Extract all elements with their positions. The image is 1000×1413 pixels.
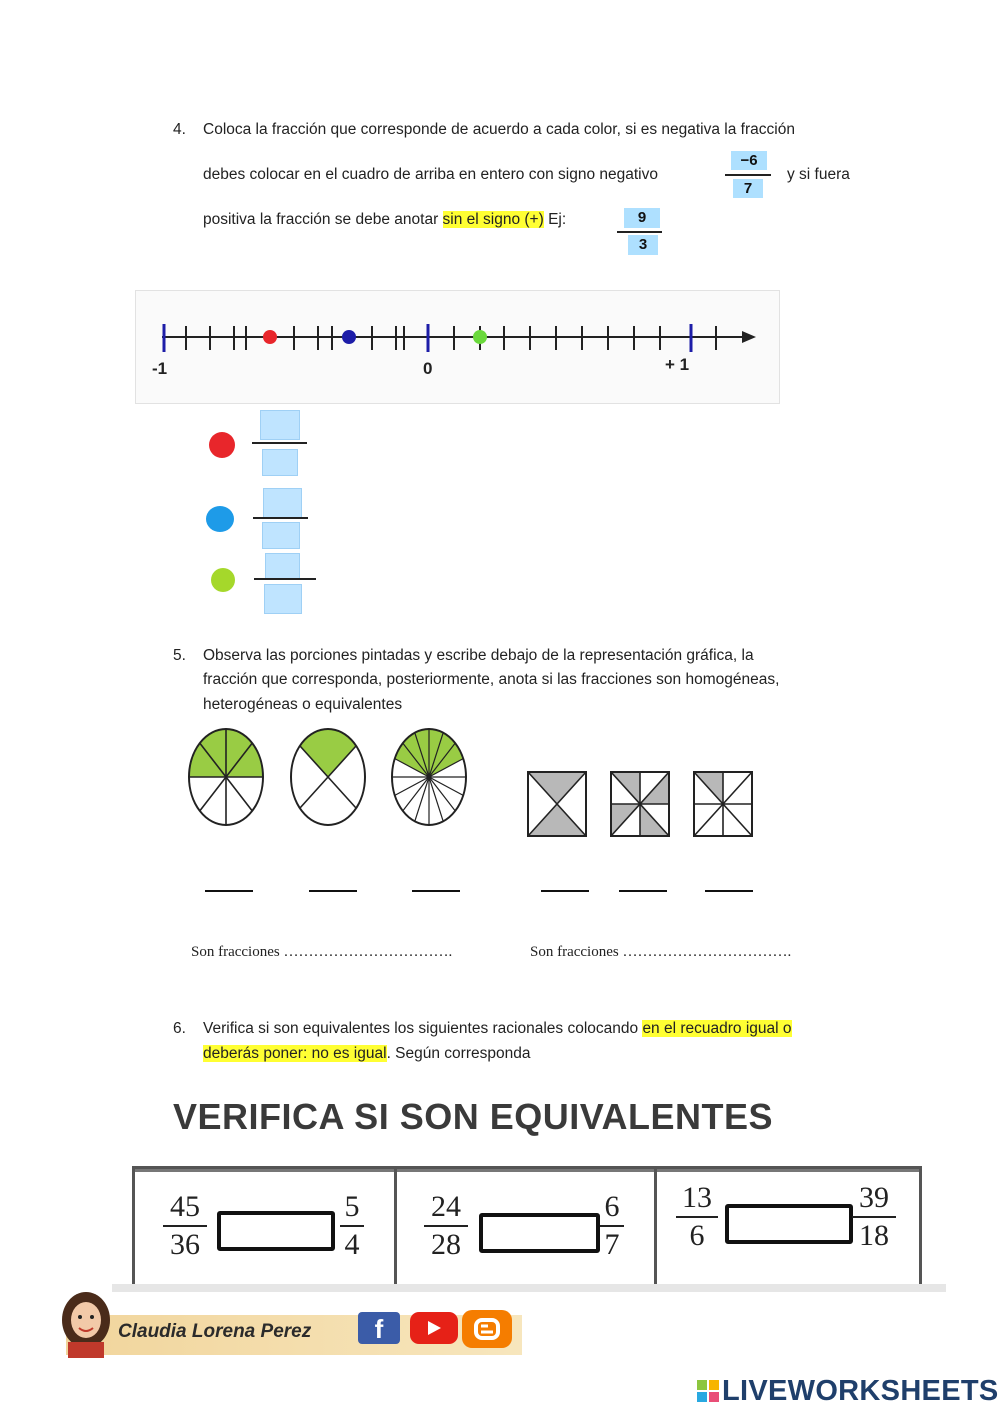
q5-line2: fracción que corresponda, posteriormente, anota si las fracciones son homogéneas, (203, 671, 780, 688)
q4-line2b: y si fuera (787, 166, 850, 183)
red-numerator-input[interactable] (260, 410, 300, 440)
blue-point (342, 330, 356, 344)
pair1-left-numerator: 45 (170, 1190, 200, 1223)
q6-line1 (203, 1017, 792, 1042)
blue-fraction-bar (253, 517, 308, 519)
pair1-left-denominator: 36 (170, 1228, 200, 1261)
answer-line-4[interactable] (541, 890, 589, 892)
answer-line-5[interactable] (619, 890, 667, 892)
author-name: Claudia Lorena Perez (118, 1321, 312, 1342)
table-bottom-bar (112, 1284, 946, 1292)
answer-line-2[interactable] (309, 890, 357, 892)
pair2-left-fraction (424, 1191, 468, 1261)
pair2-right-denominator: 7 (604, 1228, 620, 1261)
answer-line-6[interactable] (705, 890, 753, 892)
q6-number: 6. (173, 1020, 186, 1037)
q4-line3a: positiva la fracción se debe anotar (203, 211, 439, 228)
green-point (473, 330, 487, 344)
example-negative-numerator: −6 (731, 151, 767, 170)
green-numerator-input[interactable] (265, 553, 300, 579)
example-positive-denominator: 3 (628, 235, 658, 255)
verify-title: VERIFICA SI SON EQUIVALENTES (173, 1096, 774, 1137)
example-positive-bar (617, 231, 662, 233)
q5-line1: Observa las porciones pintadas y escribe debajo de la representación gráfica, la (203, 647, 754, 664)
number-line (136, 291, 779, 403)
example-negative-denominator: 7 (733, 179, 763, 198)
green-denominator-input[interactable] (264, 584, 302, 614)
q4-line1: Coloca la fracción que corresponde de acuerdo a cada color, si es negativa la fracción (203, 121, 795, 138)
blue-numerator-input[interactable] (263, 488, 302, 518)
q4-number: 4. (173, 121, 186, 138)
label-plus-one: + 1 (665, 355, 690, 374)
fraction-figures (180, 725, 780, 845)
square-figure-3 (694, 772, 752, 836)
pair3-left-denominator: 6 (689, 1219, 705, 1252)
pair3-answer-box[interactable] (725, 1204, 853, 1244)
liveworksheets-logo-icon (697, 1380, 719, 1402)
son-fracciones-1: Son fracciones ……………………………. (191, 944, 453, 960)
blue-dot (206, 506, 234, 532)
pair3-left-fraction (676, 1182, 718, 1252)
brand-wordmark: LIVEWORKSHEETS (722, 1375, 999, 1407)
q6-highlight-2: deberás poner: no es igual (203, 1045, 387, 1062)
avatar (58, 1290, 114, 1358)
pair2-right-numerator: 6 (604, 1190, 620, 1223)
q6-line2b: . Según corresponda (386, 1045, 531, 1062)
q4-line2a: debes colocar en el cuadro de arriba en entero con signo negativo (203, 166, 658, 183)
q4-line3 (203, 208, 566, 233)
green-fraction-bar (254, 578, 316, 580)
pair2-left-denominator: 28 (431, 1228, 461, 1261)
q5-number: 5. (173, 647, 186, 664)
circle-figure-2 (291, 729, 365, 825)
pair3-right-numerator: 39 (859, 1181, 889, 1214)
son-fracciones-2: Son fracciones ……………………………. (530, 944, 792, 960)
label-minus-one: -1 (152, 359, 168, 378)
q6-highlight-1: en el recuadro igual o (642, 1020, 792, 1037)
red-fraction-bar (252, 442, 307, 444)
q5-line3: heterogéneas o equivalentes (203, 696, 403, 713)
pair2-answer-box[interactable] (479, 1213, 600, 1253)
pair1-right-numerator: 5 (344, 1190, 360, 1223)
red-denominator-input[interactable] (262, 449, 298, 476)
pair1-right-denominator: 4 (344, 1228, 360, 1261)
q6-line2 (203, 1042, 530, 1067)
circle-figure-1 (189, 729, 263, 825)
label-zero: 0 (423, 359, 433, 378)
q6-line1a: Verifica si son equivalentes los siguientes racionales colocando (203, 1020, 639, 1037)
red-dot (209, 432, 235, 458)
red-point (263, 330, 277, 344)
pair3-left-numerator: 13 (682, 1181, 712, 1214)
example-negative-bar (725, 174, 771, 176)
pair3-right-fraction (852, 1182, 896, 1252)
answer-line-1[interactable] (205, 890, 253, 892)
pair2-right-fraction (600, 1191, 624, 1261)
facebook-icon[interactable]: f (358, 1312, 400, 1344)
q4-line3b: Ej: (548, 211, 567, 228)
square-figure-2 (611, 772, 669, 836)
number-line-panel (135, 290, 780, 404)
blogger-icon[interactable] (462, 1310, 512, 1348)
answer-line-3[interactable] (412, 890, 460, 892)
pair3-right-denominator: 18 (859, 1219, 889, 1252)
blue-denominator-input[interactable] (262, 522, 300, 549)
square-figure-1 (528, 772, 586, 836)
youtube-icon[interactable] (410, 1312, 458, 1344)
q4-highlight: sin el signo (+) (442, 211, 544, 228)
pair1-left-fraction (163, 1191, 207, 1261)
green-dot (211, 568, 235, 592)
example-positive-numerator: 9 (624, 208, 660, 228)
circle-figure-3 (392, 729, 466, 825)
pair2-left-numerator: 24 (431, 1190, 461, 1223)
pair1-right-fraction (340, 1191, 364, 1261)
pair1-answer-box[interactable] (217, 1211, 335, 1251)
